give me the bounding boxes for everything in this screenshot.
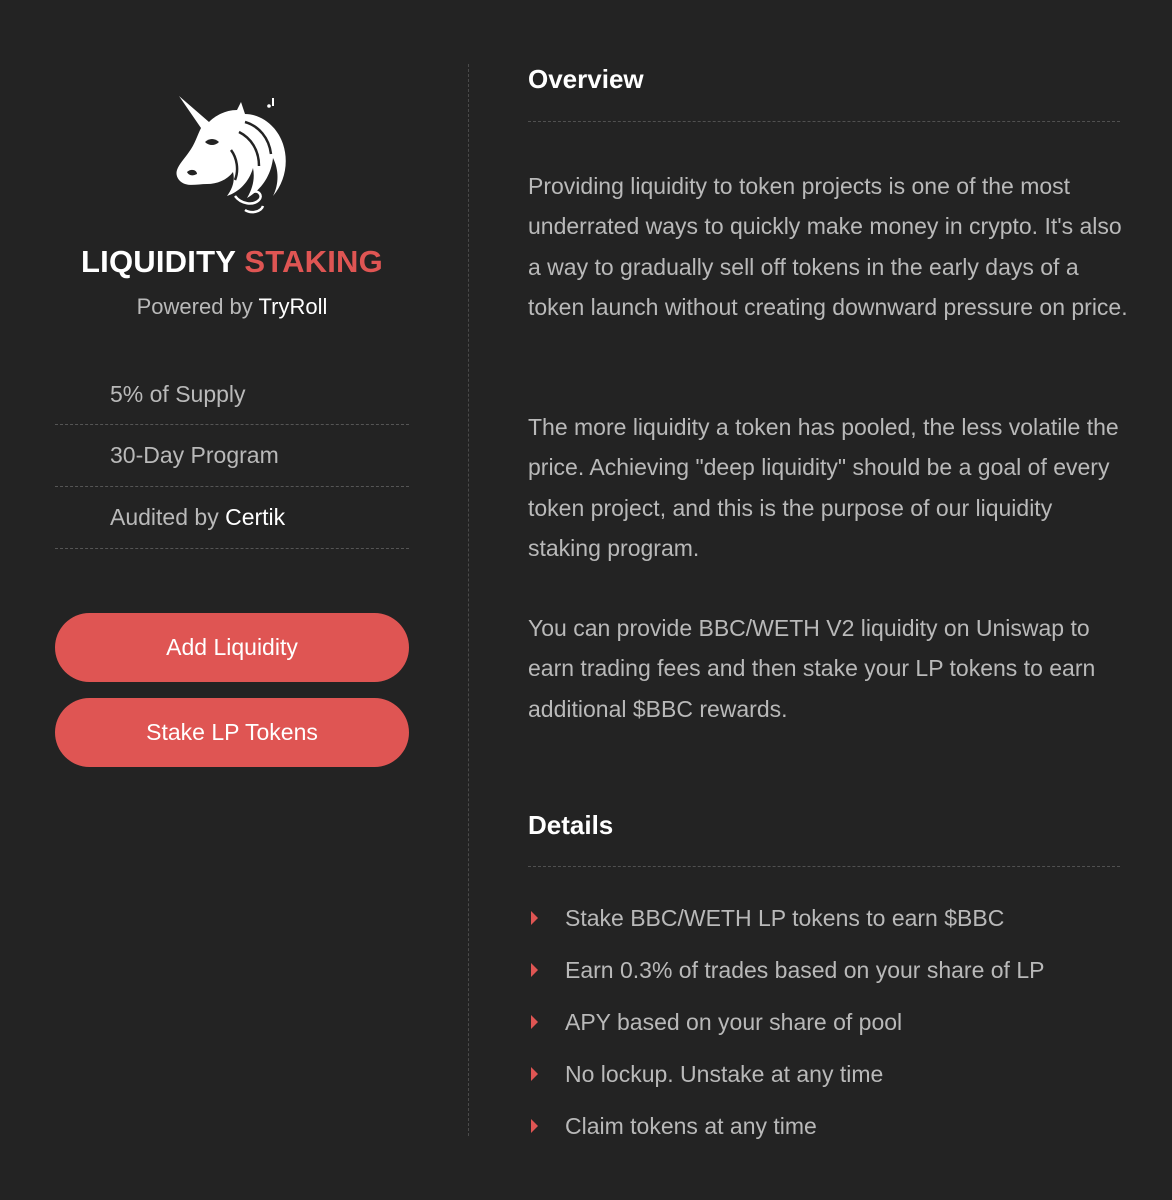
column-divider xyxy=(468,64,469,1136)
stats-list xyxy=(55,364,409,549)
list-item-text: No lockup. Unstake at any time xyxy=(565,1061,884,1087)
list-item xyxy=(528,1050,1128,1102)
details-heading: Details xyxy=(528,810,614,840)
overview-paragraph-3: You can provide BBC/WETH V2 liquidity on Uniswap to earn trading fees and then stake your LP tokens to earn additional $BBC rewards. xyxy=(528,615,1096,722)
add-liquidity-button[interactable]: Add Liquidity xyxy=(55,613,409,682)
audit-name: Certik xyxy=(225,504,286,530)
list-item-text: APY based on your share of pool xyxy=(565,1009,903,1035)
list-item xyxy=(528,1102,1128,1154)
caret-right-icon xyxy=(531,911,538,925)
overview-paragraph-2: The more liquidity a token has pooled, the less volatile the price. Achieving "deep liquidity" should be a goal of every token project, and this is the purpose of our liquidity staking program. xyxy=(528,414,1119,562)
overview-heading: Overview xyxy=(528,64,644,94)
caret-right-icon xyxy=(531,1067,538,1081)
details-divider xyxy=(528,866,1120,867)
stat-supply: 5% of Supply xyxy=(55,364,409,425)
unicorn-logo-icon xyxy=(175,92,293,214)
list-item-text: Earn 0.3% of trades based on your share of LP xyxy=(565,957,1045,983)
list-item-text: Stake BBC/WETH LP tokens to earn $BBC xyxy=(565,905,1005,931)
stake-lp-tokens-button[interactable]: Stake LP Tokens xyxy=(55,698,409,767)
stat-program: 30-Day Program xyxy=(55,425,409,487)
caret-right-icon xyxy=(531,1015,538,1029)
list-item xyxy=(528,946,1128,998)
list-item xyxy=(528,998,1128,1050)
title-main: LIQUIDITY xyxy=(81,244,236,279)
list-item xyxy=(528,894,1128,946)
stat-audit xyxy=(55,487,409,549)
details-list xyxy=(528,894,1128,1154)
powered-prefix: Powered by xyxy=(136,294,253,319)
audit-prefix: Audited by xyxy=(110,504,219,530)
powered-by xyxy=(55,294,409,320)
title-accent: STAKING xyxy=(244,244,383,279)
list-item-text: Claim tokens at any time xyxy=(565,1113,817,1139)
overview-divider xyxy=(528,121,1120,122)
page-title xyxy=(55,244,409,280)
caret-right-icon xyxy=(531,963,538,977)
powered-name: TryRoll xyxy=(258,294,328,319)
overview-paragraph-1: Providing liquidity to token projects is one of the most underrated ways to quickly make money in crypto. It's also a way to gradually sell off tokens in the early days of a token launch without creating downward pressure on price. xyxy=(528,173,1128,321)
caret-right-icon xyxy=(531,1119,538,1133)
